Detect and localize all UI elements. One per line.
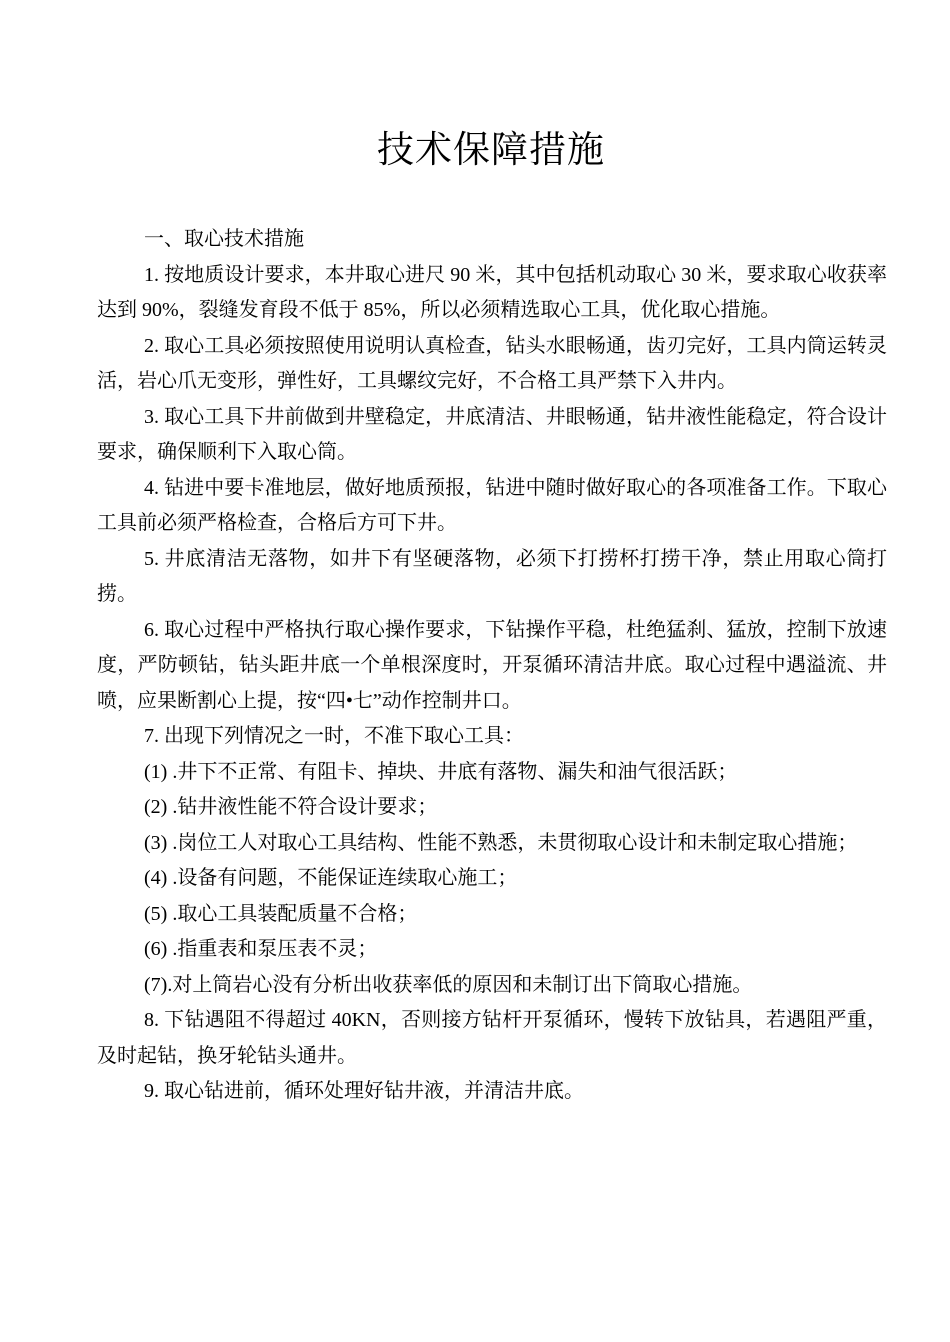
document-title: 技术保障措施	[377, 128, 605, 171]
paragraph-3: 3. 取心工具下井前做到井壁稳定，井底清洁、井眼畅通，钻井液性能稳定，符合设计要求，确保顺利下入取心筒。	[97, 405, 887, 463]
list-item-5: (5) .取心工具装配质量不合格；	[144, 902, 418, 925]
paragraph-5: 5. 井底清洁无落物，如井下有坚硬落物，必须下打捞杯打捞干净，禁止用取心筒打捞。	[97, 547, 887, 605]
paragraph-6: 6. 取心过程中严格执行取心操作要求，下钻操作平稳，杜绝猛刹、猛放，控制下放速度，严防顿钻，钻头距井底一个单根深度时，开泵循环清洁井底。取心过程中遇溢流、井喷，应果断割心上提，按“四•七”动作控制井口。	[97, 618, 887, 712]
list-item-7: (7).对上筒岩心没有分析出收获率低的原因和未制订出下筒取心措施。	[144, 973, 753, 996]
list-item-6: (6) .指重表和泵压表不灵；	[144, 938, 378, 960]
list-item-4: (4) .设备有问题，不能保证连续取心施工；	[144, 867, 518, 889]
paragraph-2: 2. 取心工具必须按照使用说明认真检查，钻头水眼畅通，齿刃完好，工具内筒运转灵活，岩心爪无变形，弹性好，工具螺纹完好，不合格工具严禁下入井内。	[97, 334, 887, 392]
list-item-1: (1) .井下不正常、有阻卡、掉块、井底有落物、漏失和油气很活跃；	[144, 760, 738, 783]
paragraph-8: 8. 下钻遇阻不得超过 40KN，否则接方钻杆开泵循环，慢转下放钻具，若遇阻严重，及时起钻，换牙轮钻头通井。	[97, 1009, 887, 1067]
paragraph-7: 7. 出现下列情况之一时，不准下取心工具：	[144, 725, 524, 747]
paragraph-9: 9. 取心钻进前，循环处理好钻井液，并清洁井底。	[144, 1080, 584, 1102]
list-item-3: (3) .岗位工人对取心工具结构、性能不熟悉，未贯彻取心设计和未制定取心措施；	[144, 831, 858, 854]
section-heading: 一、取心技术措施	[144, 228, 304, 250]
document-body	[97, 222, 887, 1110]
paragraph-4: 4. 钻进中要卡准地层，做好地质预报，钻进中随时做好取心的各项准备工作。下取心工具前必须严格检查，合格后方可下井。	[97, 476, 887, 534]
paragraph-1: 1. 按地质设计要求，本井取心进尺 90 米，其中包括机动取心 30 米，要求取心收获率达到 90%，裂缝发育段不低于 85%，所以必须精选取心工具，优化取心措施。	[97, 263, 887, 321]
list-item-2: (2) .钻井液性能不符合设计要求；	[144, 796, 438, 818]
